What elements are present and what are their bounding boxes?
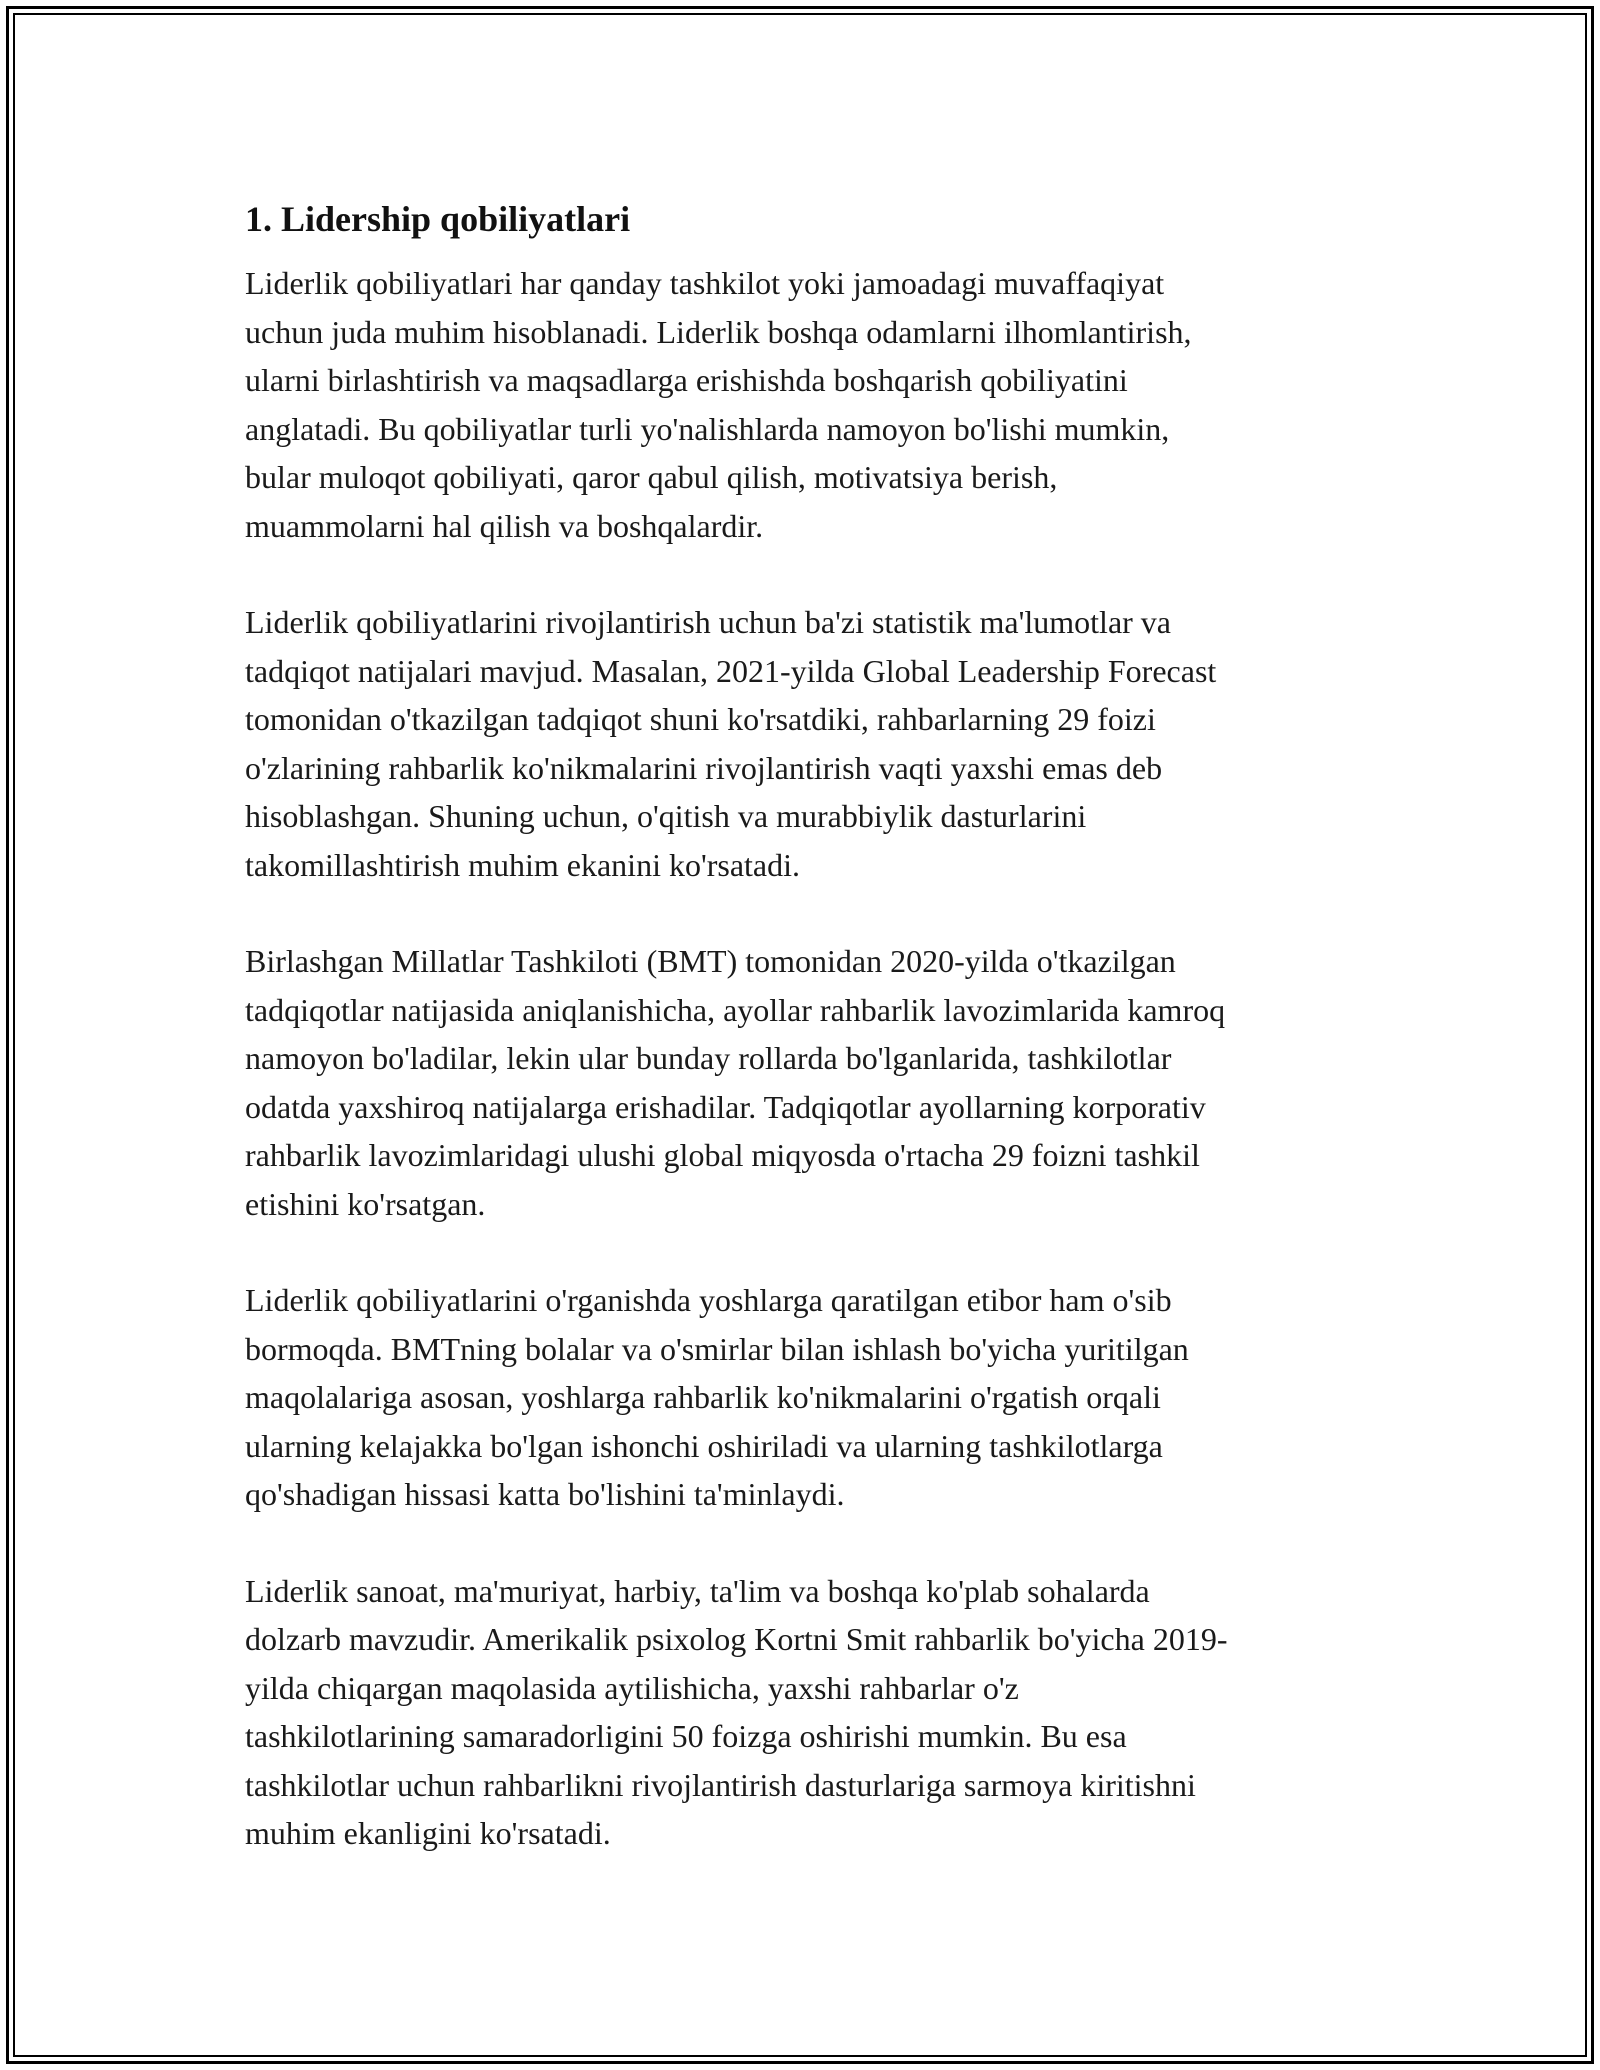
paragraph-line: Birlashgan Millatlar Tashkiloti (BMT) tomonidan 2020-yilda o'tkazilgan	[245, 943, 1176, 979]
paragraph-5	[245, 1567, 1385, 1858]
paragraph-line: anglatadi. Bu qobiliyatlar turli yo'nalishlarda namoyon bo'lishi mumkin,	[245, 410, 1170, 447]
paragraph-line: bular muloqot qobiliyati, qaror qabul qilish, motivatsiya berish,	[245, 459, 1058, 495]
paragraph-4	[245, 1276, 1385, 1519]
paragraph-line: Liderlik qobiliyatlarini rivojlantirish uchun ba'zi statistik ma'lumotlar va	[245, 604, 1171, 640]
paragraph-line: yilda chiqargan maqolasida aytilishicha, yaxshi rahbarlar o'z	[245, 1669, 1019, 1706]
paragraph-line: ularning kelajakka bo'lgan ishonchi oshiriladi va ularning tashkilotlarga	[245, 1427, 1163, 1464]
paragraph-line: tadqiqotlar natijasida aniqlanishicha, ayollar rahbarlik lavozimlarida kamroq	[245, 991, 1226, 1028]
paragraph-1	[245, 259, 1385, 550]
paragraph-line: qo'shadigan hissasi katta bo'lishini ta'minlaydi.	[245, 1476, 845, 1512]
paragraph-line: bormoqda. BMTning bolalar va o'smirlar bilan ishlash bo'yicha yuritilgan	[245, 1330, 1189, 1367]
paragraph-3	[245, 937, 1385, 1228]
paragraph-line: tadqiqot natijalari mavjud. Masalan, 2021-yilda Global Leadership Forecast	[245, 652, 1217, 689]
paragraph-line: ularni birlashtirish va maqsadlarga erishishda boshqarish qobiliyatini	[245, 362, 1128, 398]
paragraph-line: Liderlik qobiliyatlarini o'rganishda yoshlarga qaratilgan etibor ham o'sib	[245, 1282, 1172, 1318]
paragraph-2	[245, 598, 1385, 889]
paragraph-line: muhim ekanligini ko'rsatadi.	[245, 1815, 611, 1851]
paragraph-line: muammolarni hal qilish va boshqalardir.	[245, 507, 764, 544]
paragraph-line: Liderlik sanoat, ma'muriyat, harbiy, ta'lim va boshqa ko'plab sohalarda	[245, 1572, 1150, 1609]
document-content	[245, 195, 1385, 1906]
paragraph-line: rahbarlik lavozimlaridagi ulushi global miqyosda o'rtacha 29 foizni tashkil	[245, 1137, 1200, 1173]
section-heading: 1. Lidership qobiliyatlari	[245, 199, 631, 239]
paragraph-line: o'zlarining rahbarlik ko'nikmalarini rivojlantirish vaqti yaxshi emas deb	[245, 749, 1163, 786]
paragraph-line: hisoblashgan. Shuning uchun, o'qitish va murabbiylik dasturlarini	[245, 798, 1087, 834]
paragraph-line: tomonidan o'tkazilgan tadqiqot shuni ko'rsatdiki, rahbarlarning 29 foizi	[245, 701, 1156, 737]
paragraph-line: Liderlik qobiliyatlari har qanday tashkilot yoki jamoadagi muvaffaqiyat	[245, 265, 1165, 301]
paragraph-line: odatda yaxshiroq natijalarga erishadilar. Tadqiqotlar ayollarning korporativ	[245, 1088, 1206, 1125]
page-frame	[6, 6, 1594, 2064]
paragraph-line: tashkilotlarining samaradorligini 50 foizga oshirishi mumkin. Bu esa	[245, 1718, 1127, 1754]
paragraph-line: takomillashtirish muhim ekanini ko'rsatadi.	[245, 846, 801, 883]
paragraph-line: namoyon bo'ladilar, lekin ular bunday rollarda bo'lganlarida, tashkilotlar	[245, 1040, 1172, 1076]
paragraph-line: maqolalariga asosan, yoshlarga rahbarlik ko'nikmalarini o'rgatish orqali	[245, 1379, 1161, 1415]
paragraph-line: tashkilotlar uchun rahbarlikni rivojlantirish dasturlariga sarmoya kiritishni	[245, 1766, 1196, 1803]
paragraph-line: dolzarb mavzudir. Amerikalik psixolog Kortni Smit rahbarlik bo'yicha 2019-	[245, 1621, 1228, 1657]
paragraph-line: uchun juda muhim hisoblanadi. Liderlik boshqa odamlarni ilhomlantirish,	[245, 313, 1192, 350]
paragraph-line: etishini ko'rsatgan.	[245, 1185, 486, 1222]
